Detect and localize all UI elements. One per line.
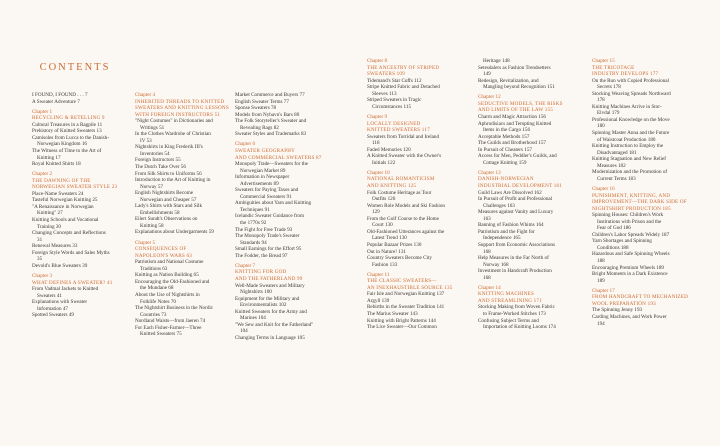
toc-entry: Sweaters for Paying Taxes and: [235, 187, 299, 194]
toc-entry-continuation: Disadvantaged 181: [597, 149, 637, 156]
toc-entry: Foreign Style Words and Sales Myths: [32, 249, 110, 256]
toc-entry-continuation: Fashion 133: [372, 261, 398, 268]
toc-entry: The Lice Sweater—Our Common: [367, 324, 437, 331]
chapter-title: INDUSTRIAL DEVELOPMENT 161: [478, 183, 563, 190]
toc-entry-continuation: Norwegian and Cheaper 57: [140, 196, 197, 203]
chapter-title: SWEATER GEOGRAPHY: [235, 147, 296, 154]
toc-entry: Carding Machines, and Work Power: [592, 313, 667, 320]
toc-entry: Changing Concepts and Reflections: [32, 230, 106, 237]
toc-entry: Modernization and the Promotion of: [592, 169, 668, 176]
toc-entry-continuation: Commercial Sweaters 91: [240, 193, 292, 200]
chapter-title: AN INEXHAUSTIBLE SOURCE 135: [367, 284, 453, 291]
toc-entry: Models from Nyhavn's Bars 80: [235, 111, 300, 118]
toc-entry-continuation: 129: [372, 209, 380, 216]
chapter-number: Chapter 15: [592, 58, 615, 64]
toc-entry: Argyll 139: [367, 297, 390, 304]
toc-entry: Faded Memories 120: [367, 146, 411, 153]
toc-entry: Popular Bazaar Prizes 130: [367, 241, 422, 248]
toc-entry: Cultural Treasures in a Ragpile 11: [32, 121, 103, 128]
chapter-title: WHAT DEFINES A SWEATER? 41: [32, 279, 113, 286]
toc-entry: Knitting Machines Arrive in Stor-: [592, 103, 662, 110]
chapter-title: THE ANCESTRY OF STRIPED: [367, 64, 440, 71]
toc-entry: Charm and Magic Attraction 156: [478, 113, 546, 120]
toc-entry: Knitting with Bright Patterns 144: [367, 317, 436, 324]
chapter-title: KNITTED SWEATERS 117: [367, 127, 430, 134]
chapter-title: SWEATERS 109: [367, 71, 405, 78]
toc-entry: Bright Moments in a Dark Existence: [592, 271, 668, 278]
toc-entry-continuation: 35: [37, 256, 43, 263]
toc-entry: In the Clothes Wardrobe of Christian: [135, 131, 211, 138]
chapter-title: KNITTING FOR GOD: [235, 269, 287, 276]
toc-entry-continuation: Countries 73: [140, 311, 167, 318]
toc-entry-continuation: Nightshirts 100: [240, 289, 272, 296]
toc-entry-continuation: Circumstances 115: [372, 103, 412, 110]
toc-entry: Knitting Instruction to Employ the: [592, 143, 664, 150]
toc-entry: Place-Name Sweaters 24: [32, 190, 84, 197]
chapter-number: Chapter 14: [478, 284, 501, 291]
toc-entry: Spinning Houses: Children's Work: [592, 212, 664, 219]
chapter-title: NAPOLEON'S WARS 63: [135, 252, 192, 259]
toc-entry: Stocking Weaving Spreads Northward: [592, 90, 671, 97]
toc-entry-continuation: the Mundane 68: [140, 285, 174, 292]
toc-entry: Introduction to the Art of Knitting in: [135, 177, 211, 184]
toc-entry: The Monopoly Trade's Sweater: [235, 233, 300, 240]
toc-entry: Children's Labor Spreads Widely 187: [592, 231, 670, 238]
chapter-number: Chapter 12: [478, 94, 501, 101]
toc-column-5: [478, 58, 563, 331]
toc-entry: About the Use of Nightshirts in: [135, 292, 200, 298]
toc-entry: Nightshirts in King Frederik III's: [135, 144, 203, 151]
toc-entry-continuation: 31: [37, 236, 43, 243]
chapter-number: Chapter 2: [32, 171, 53, 178]
toc-entry-continuation: 163: [483, 215, 491, 222]
toc-entry: In Pursuit of Cheaters 157: [478, 146, 532, 153]
toc-entry-continuation: Norway 57: [140, 183, 163, 190]
toc-entry: From Silk Shirts to Uniforms 56: [135, 170, 202, 177]
toc-entry: Monopoly Trade—Sweaters for the: [235, 161, 308, 168]
toc-entry: The Dutch Take Over 56: [135, 164, 186, 171]
chapter-number: Chapter 16: [592, 185, 615, 192]
toc-entry: Out in Nature! 131: [367, 248, 406, 255]
toc-entry-continuation: 104: [240, 328, 248, 335]
toc-entry: Access for Men, Peddler's Guilds, and: [478, 153, 557, 160]
toc-entry-continuation: 168: [483, 274, 491, 281]
toc-column-4: [367, 58, 453, 331]
toc-entry: Stripe Knitted Fabric and Detached: [367, 84, 440, 91]
toc-entry: Acceptable Methods 157: [478, 133, 530, 140]
toc-entry-continuation: Standards 94: [240, 239, 267, 246]
toc-entry: Encouraging the Old-Fashioned and: [135, 278, 210, 285]
toc-entry: Setesdalers as Fashion Trendsetters: [478, 64, 551, 71]
toc-entry: Tidemand's Star Cuffs 112: [367, 77, 422, 84]
toc-entry: The Witness of Time to the Art of: [32, 147, 102, 154]
chapter-title: AND LIMITS OF THE LAW 155: [478, 107, 554, 114]
chapter-title: NATIONAL ROMANTICISM: [367, 176, 435, 183]
chapter-title: THE DAWNING OF THE: [32, 177, 91, 184]
toc-entry-continuation: Information 47: [37, 305, 68, 312]
toc-entry: Lady's Shirts with Stars and Silk: [135, 203, 203, 210]
chapter-title: AND COMMERCIAL SWEATERS 87: [235, 154, 322, 161]
toc-entry: The Spinning Jenny 193: [592, 307, 643, 314]
toc-entry-continuation: Elvdal 179: [597, 110, 620, 117]
toc-entry: "Night Costumes" in Dictionaries and: [135, 118, 213, 125]
toc-entry: Tasteful Norwegian Knitting 25: [32, 197, 98, 204]
toc-column-1: [32, 92, 117, 319]
toc-entry: Sweaters from Torridal and Ireland: [367, 133, 440, 140]
toc-entry-continuation: Secrets 178: [597, 84, 621, 91]
toc-entry-continuation: Revealing Rags 82: [240, 124, 279, 131]
toc-entry-continuation: to Frame-Worked Stitches 173: [483, 311, 546, 318]
toc-entry: Redesign, Revitalization, and: [478, 77, 539, 84]
toc-entry: Country Sweaters Become City: [367, 255, 432, 262]
toc-entry: Knitted Sweaters for the Army and: [235, 308, 307, 315]
toc-entry: Knitting as Nation Building 65: [135, 272, 199, 279]
toc-entry: From the Golf Course to the Home: [367, 215, 439, 222]
chapter-number: Chapter 8: [367, 58, 388, 64]
chapter-title: WITH FOREIGN INSTRUCTORS 51: [135, 111, 221, 118]
toc-entry-continuation: Norwegian Kingdom 16: [37, 141, 87, 148]
toc-entry-continuation: Challenges 163: [483, 202, 515, 209]
toc-entry: Fair Isle and Norwegian Knitting 137: [367, 291, 445, 298]
toc-entry-continuation: Outfits 126: [372, 196, 396, 203]
chapter-number: Chapter 5: [135, 239, 156, 246]
chapter-title: FROM HANDCRAFT TO MECHANIZED: [592, 294, 688, 301]
chapter-title: INDUSTRY DEVELOPS 177: [592, 71, 659, 78]
toc-entry-continuation: 178: [597, 97, 605, 104]
toc-entry-continuation: Writings 51: [140, 124, 165, 131]
toc-entry: Patriotism and the Fight for: [478, 228, 535, 235]
toc-entry-continuation: Current Terms 183: [597, 175, 636, 182]
chapter-title: CONSEQUENCES OF: [135, 246, 187, 253]
toc-entry: Encouraging Premium Wheels 189: [592, 264, 665, 271]
toc-entry: Market Commerce and Buyers 77: [235, 92, 305, 98]
toc-entry-continuation: the 1770s 92: [240, 219, 267, 226]
toc-entry: Eilert Sundt's Observations on: [135, 216, 198, 223]
toc-entry: Foreign Instructors 55: [135, 157, 181, 164]
toc-entry: Nordland Waists—from Jaeren 74: [135, 318, 206, 325]
toc-entry-continuation: 118: [372, 140, 380, 147]
toc-entry: "A Renaissance in Norwegian: [32, 203, 94, 210]
toc-entry-continuation: 194: [597, 320, 605, 327]
toc-entry: Banning of Fashion Whims 164: [478, 222, 544, 229]
toc-entry: Renewal Measures 33: [32, 243, 78, 250]
toc-entry: Investment in Handcraft Production: [478, 268, 552, 275]
toc-entry-continuation: Latest Trend 130: [372, 235, 407, 242]
toc-entry: From Vadmal Jackets to Knitted: [32, 286, 99, 293]
toc-entry: Folk Costume Heritage as Tour: [367, 189, 432, 196]
toc-entry-continuation: Conditions 188: [597, 244, 629, 251]
page-title: CONTENTS: [39, 62, 111, 73]
toc-entry-continuation: Knitted Sweaters 75: [140, 331, 182, 338]
toc-entry: Yarn Shortages and Spinning: [592, 238, 652, 245]
toc-entry: Ambiguities about Yarn and Knitting: [235, 200, 312, 207]
toc-entry: Explanations with Sweater: [32, 299, 88, 306]
toc-entry: Rebirths in the Sweater Tradition 141: [367, 304, 445, 311]
toc-entry: Patriotism and National Costume: [135, 259, 204, 266]
toc-entry-continuation: Measures 182: [597, 162, 626, 169]
toc-entry: Professional Knowledge on the Move: [592, 116, 670, 123]
toc-entry-continuation: 189: [597, 277, 605, 284]
toc-entry-continuation: Institutions with Prison and the: [597, 218, 662, 225]
toc-entry-continuation: Advertisements 89: [240, 180, 279, 187]
toc-entry-continuation: Training 30: [37, 223, 61, 230]
toc-entry: English Sweater Terms 77: [235, 98, 289, 105]
chapter-title: RECYCLING & RETELLING 9: [32, 115, 105, 122]
chapter-title: WOOL PREPARATION 193: [592, 300, 656, 307]
toc-entry: Aphrodisiacs and Tempting Knitted: [478, 120, 552, 127]
toc-entry: Royal Knitted Shirts 18: [32, 161, 81, 168]
toc-entry: Measures against Vanity and Luxury: [478, 209, 554, 216]
toc-entry-continuation: 180: [597, 123, 605, 130]
toc-entry-continuation: Marines 104: [240, 315, 266, 322]
toc-entry: For Each Fisher-Farmer—Three: [135, 324, 202, 331]
toc-entry: On the Run with Copied Professional: [592, 77, 669, 84]
toc-column-3: [235, 92, 322, 341]
toc-entry: Equipment for the Military and: [235, 295, 300, 302]
toc-entry-continuation: Items in the Cargo 156: [483, 127, 531, 134]
chapter-number: Chapter 11: [367, 271, 390, 278]
toc-entry-continuation: Knitting 58: [140, 222, 164, 229]
chapter-title: SWEATERS AND KNITTING LESSONS: [135, 105, 229, 112]
toc-entry-continuation: Traditions 63: [140, 265, 168, 272]
toc-entry: Guild Laws Are Dissolved 162: [478, 189, 542, 196]
toc-column-2: [135, 92, 229, 338]
toc-entry-continuation: Cottage Knitting 159: [483, 159, 527, 166]
toc-entry-continuation: Sweaters 41: [37, 292, 62, 299]
toc-entry: Small Earnings for the Effort 95: [235, 246, 302, 253]
toc-entry-continuation: 149: [483, 71, 491, 78]
toc-entry: I FOUND, I FOUND . . . 7: [32, 92, 88, 98]
chapter-number: Chapter 7: [235, 262, 256, 269]
chapter-title: INHERITED THREADS TO KNITTED: [135, 98, 225, 105]
chapter-title: PUNISHMENT, KNITTING, AND: [592, 192, 671, 199]
toc-entry-continuation: Sleeves 113: [372, 90, 397, 97]
toc-entry: Knitting Schools and Vocational: [32, 217, 99, 224]
toc-entry: Women Role Models and Ski Fashion: [367, 202, 445, 209]
toc-entry: Camisoles from Lucca to the Danish-: [32, 134, 109, 141]
toc-entry-continuation: Knitting" 27: [37, 210, 63, 217]
toc-entry: Stocking Making from Woven Fabric: [478, 304, 555, 311]
chapter-number: Chapter 10: [367, 169, 390, 176]
toc-entry: A Sweater Adventure 7: [32, 98, 80, 105]
toc-entry: Sponse Sweaters 78: [235, 105, 277, 112]
toc-entry: The Folk Storyteller's Sweater and: [235, 118, 307, 125]
toc-entry-continuation: Importation of Knitting Looms 174: [483, 324, 556, 331]
toc-entry: Help Measures in the Far North of: [478, 255, 549, 262]
toc-entry-continuation: Norwegian Market 89: [240, 167, 286, 174]
chapter-number: Chapter 13: [478, 169, 501, 176]
chapter-number: Chapter 17: [592, 287, 615, 294]
toc-entry: Devold's Blue Sweaters 39: [32, 262, 88, 269]
toc-entry-continuation: Environmentalists 102: [240, 302, 287, 309]
toc-entry: Support from Economic Associations: [478, 241, 555, 248]
toc-entry-continuation: Mangling beyond Recognition 151: [483, 84, 555, 91]
toc-column-6: [592, 58, 688, 327]
toc-entry-continuation: 168: [483, 248, 491, 255]
chapter-title: LOCALLY DESIGNED: [367, 120, 421, 127]
toc-entry: Spinning Master Anna and the Future: [592, 130, 670, 137]
toc-entry: Changing Terms in Language 105: [235, 334, 305, 341]
toc-entry-continuation: Knitting 17: [37, 154, 61, 161]
toc-entry-continuation: Folklife Notes 70: [140, 298, 176, 305]
toc-entry: Hazardous and Safe Spinning Wheels: [592, 251, 670, 258]
toc-entry-continuation: 188: [597, 258, 605, 264]
toc-entry-continuation: Norway 168: [483, 261, 509, 268]
chapter-title: KNITTING MACHINES: [478, 291, 535, 298]
toc-entry: Well-Made Sweaters and Military: [235, 282, 305, 289]
chapter-title: AND STREAMLINING 171: [478, 297, 542, 304]
toc-entry-continuation: Embellishments 58: [140, 209, 180, 216]
toc-entry: Sweater Styles and Trademarks 83: [235, 131, 307, 138]
toc-entry: English Nightshirts Become: [135, 190, 193, 197]
chapter-title: IMPROVEMENT—THE DARK SIDE OF: [592, 199, 687, 206]
toc-entry-continuation: Initials 122: [372, 159, 396, 166]
chapter-number: Chapter 9: [367, 113, 388, 120]
toc-entry: The Guilds and Brotherhood 157: [478, 140, 546, 147]
toc-entry: A Knitted Sweater with the Owner's: [367, 153, 442, 160]
toc-entry-continuation: Techniques 91: [240, 206, 270, 213]
toc-entry-continuation: IV 53: [140, 137, 152, 144]
chapter-number: Chapter 1: [32, 108, 53, 115]
toc-entry: Knitting Stagnation and New Relief: [592, 156, 666, 163]
toc-entry: Information in Newspaper: [235, 174, 290, 181]
toc-entry: Old-Fashioned Utterances against the: [367, 228, 445, 235]
chapter-title: AND KNITTING 125: [367, 183, 417, 190]
toc-entry-continuation: Inventories 54: [140, 150, 170, 157]
chapter-title: NIGHTSHIRT PRODUCTION 185: [592, 205, 671, 212]
toc-entry-continuation: of Waistcoat Production 180: [597, 136, 656, 143]
toc-entry: Striped Sweaters in Tragic: [367, 97, 422, 104]
toc-entry: Confusing Subject Terms and: [478, 317, 539, 324]
chapter-title: NORWEGIAN SWEATER STYLE 23: [32, 184, 118, 191]
toc-entry: Explanations about Undergarments 59: [135, 229, 214, 236]
toc-entry: The Marius Sweater 143: [367, 311, 418, 318]
chapter-number: Chapter 4: [135, 92, 156, 98]
toc-entry: The Fight for Free Trade 93: [235, 226, 293, 233]
chapter-number: Chapter 6: [235, 141, 256, 148]
toc-entry: In Pursuit of Profit and Professional: [478, 196, 553, 203]
toc-entry: The Fodder, the Bread 97: [235, 252, 288, 259]
toc-entry: The Nightshirt Business in the Nordic: [135, 305, 214, 312]
chapter-title: DANISH-NORWEGIAN: [478, 176, 534, 183]
toc-entry-continuation: Independence 165: [483, 235, 521, 242]
toc-entry-continuation: Heritage 148: [483, 58, 510, 64]
chapter-number: Chapter 3: [32, 273, 53, 279]
toc-entry: Spotted Sweaters 49: [32, 312, 74, 319]
chapter-title: THE CLASSIC SWEATERS—: [367, 278, 437, 285]
chapter-title: AND THE FATHERLAND 99: [235, 275, 303, 282]
toc-entry: Prehistory of Knitted Sweaters 13: [32, 128, 102, 135]
chapter-title: THE TRICOTAGE: [592, 64, 635, 71]
toc-entry-continuation: Fear of God 186: [597, 225, 631, 232]
chapter-title: SEDUCTIVE MODELS, THE RISKS: [478, 100, 563, 107]
toc-entry-continuation: Court 130: [372, 222, 393, 229]
toc-entry: "We Sew and Knit for the Fatherland": [235, 321, 314, 328]
toc-entry: Icelandic Sweater Guidance from: [235, 213, 304, 220]
